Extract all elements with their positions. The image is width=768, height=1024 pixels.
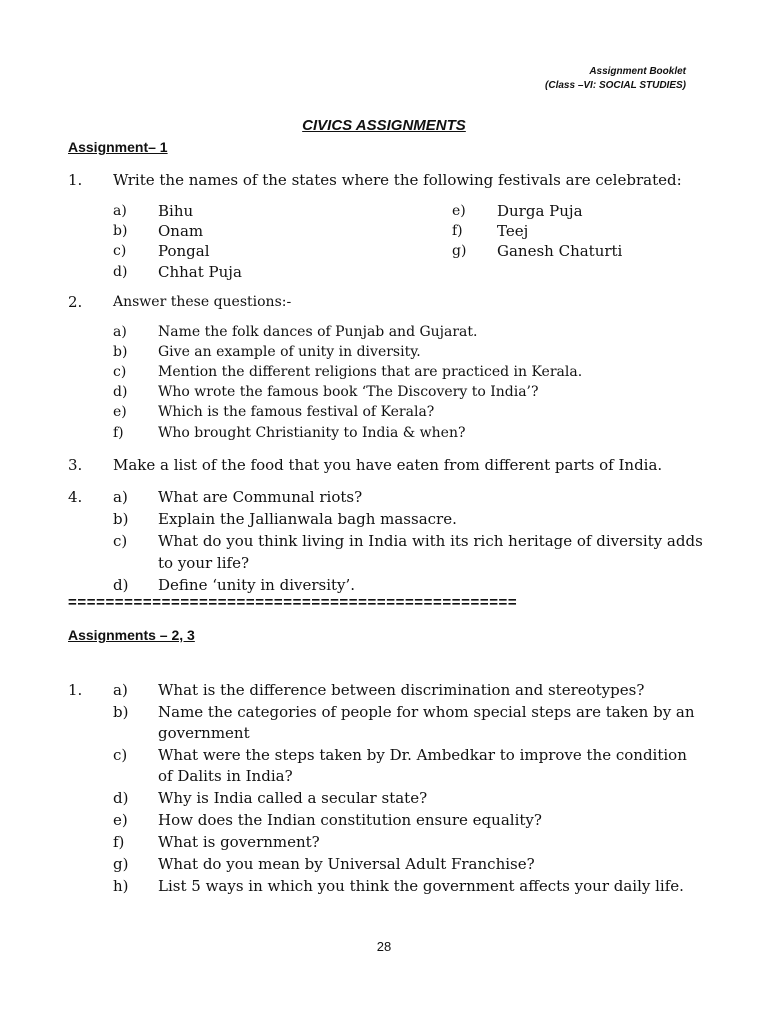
question-number: 4. — [68, 488, 83, 506]
festival-item: Teej — [497, 222, 529, 240]
item-label: c) — [113, 746, 128, 764]
booklet-title: Assignment Booklet — [589, 66, 686, 77]
section-separator: ================================================ — [68, 594, 518, 611]
sub-question: Name the categories of people for whom special steps are taken by an — [158, 703, 695, 721]
sub-question: Who brought Christianity to India & when? — [158, 425, 466, 441]
assignment-2-3-heading: Assignments – 2, 3 — [68, 627, 195, 643]
page-title: CIVICS ASSIGNMENTS — [302, 117, 466, 134]
item-label: b) — [113, 703, 129, 721]
sub-question-continued: government — [158, 724, 250, 742]
question-text: Make a list of the food that you have eaten from different parts of India. — [113, 456, 663, 474]
sub-question: What are Communal riots? — [158, 488, 363, 506]
item-label: c) — [113, 243, 127, 259]
sub-question: Mention the different religions that are practiced in Kerala. — [158, 364, 583, 380]
item-label: a) — [113, 203, 127, 219]
page-number: 28 — [376, 939, 392, 954]
festival-item: Bihu — [158, 202, 194, 220]
sub-question: What do you think living in India with its rich heritage of diversity adds — [158, 532, 703, 550]
item-label: g) — [113, 855, 129, 873]
item-label: f) — [113, 833, 125, 851]
item-label: a) — [113, 488, 128, 506]
sub-question: Give an example of unity in diversity. — [158, 344, 421, 360]
question-number: 3. — [68, 456, 83, 474]
sub-question: Define ‘unity in diversity’. — [158, 576, 356, 594]
question-text: Answer these questions:- — [113, 294, 292, 310]
sub-question: What do you mean by Universal Adult Franchise? — [158, 855, 535, 873]
item-label: b) — [113, 344, 128, 360]
question-number: 1. — [68, 171, 83, 189]
item-label: f) — [113, 425, 124, 441]
festival-item: Pongal — [158, 242, 210, 260]
assignment-1-heading: Assignment– 1 — [68, 139, 168, 155]
sub-question: List 5 ways in which you think the government affects your daily life. — [158, 877, 684, 895]
item-label: d) — [113, 789, 129, 807]
question-number: 2. — [68, 293, 83, 311]
item-label: f) — [452, 223, 463, 239]
class-subject: (Class –VI: SOCIAL STUDIES) — [545, 80, 686, 91]
festival-item: Chhat Puja — [158, 263, 242, 281]
item-label: d) — [113, 264, 128, 280]
item-label: e) — [113, 811, 128, 829]
festival-item: Onam — [158, 222, 204, 240]
sub-question: Why is India called a secular state? — [158, 789, 428, 807]
festival-item: Durga Puja — [497, 202, 583, 220]
sub-question-continued: of Dalits in India? — [158, 767, 293, 785]
item-label: g) — [452, 243, 467, 259]
sub-question: Which is the famous festival of Kerala? — [158, 404, 435, 420]
sub-question: How does the Indian constitution ensure equality? — [158, 811, 542, 829]
item-label: d) — [113, 384, 128, 400]
item-label: b) — [113, 223, 128, 239]
item-label: b) — [113, 510, 129, 528]
item-label: a) — [113, 681, 128, 699]
sub-question: Name the folk dances of Punjab and Gujarat. — [158, 324, 478, 340]
festival-item: Ganesh Chaturti — [497, 242, 623, 260]
item-label: c) — [113, 532, 128, 550]
sub-question: Explain the Jallianwala bagh massacre. — [158, 510, 457, 528]
sub-question: What is the difference between discrimination and stereotypes? — [158, 681, 645, 699]
item-label: d) — [113, 576, 129, 594]
item-label: c) — [113, 364, 127, 380]
item-label: a) — [113, 324, 127, 340]
sub-question: What is government? — [158, 833, 320, 851]
question-text: Write the names of the states where the following festivals are celebrated: — [113, 171, 682, 189]
sub-question-continued: to your life? — [158, 554, 249, 572]
sub-question: What were the steps taken by Dr. Ambedkar to improve the condition — [158, 746, 687, 764]
question-number: 1. — [68, 681, 83, 699]
item-label: e) — [452, 203, 466, 219]
item-label: h) — [113, 877, 129, 895]
item-label: e) — [113, 404, 127, 420]
sub-question: Who wrote the famous book ‘The Discovery to India’? — [158, 384, 539, 400]
